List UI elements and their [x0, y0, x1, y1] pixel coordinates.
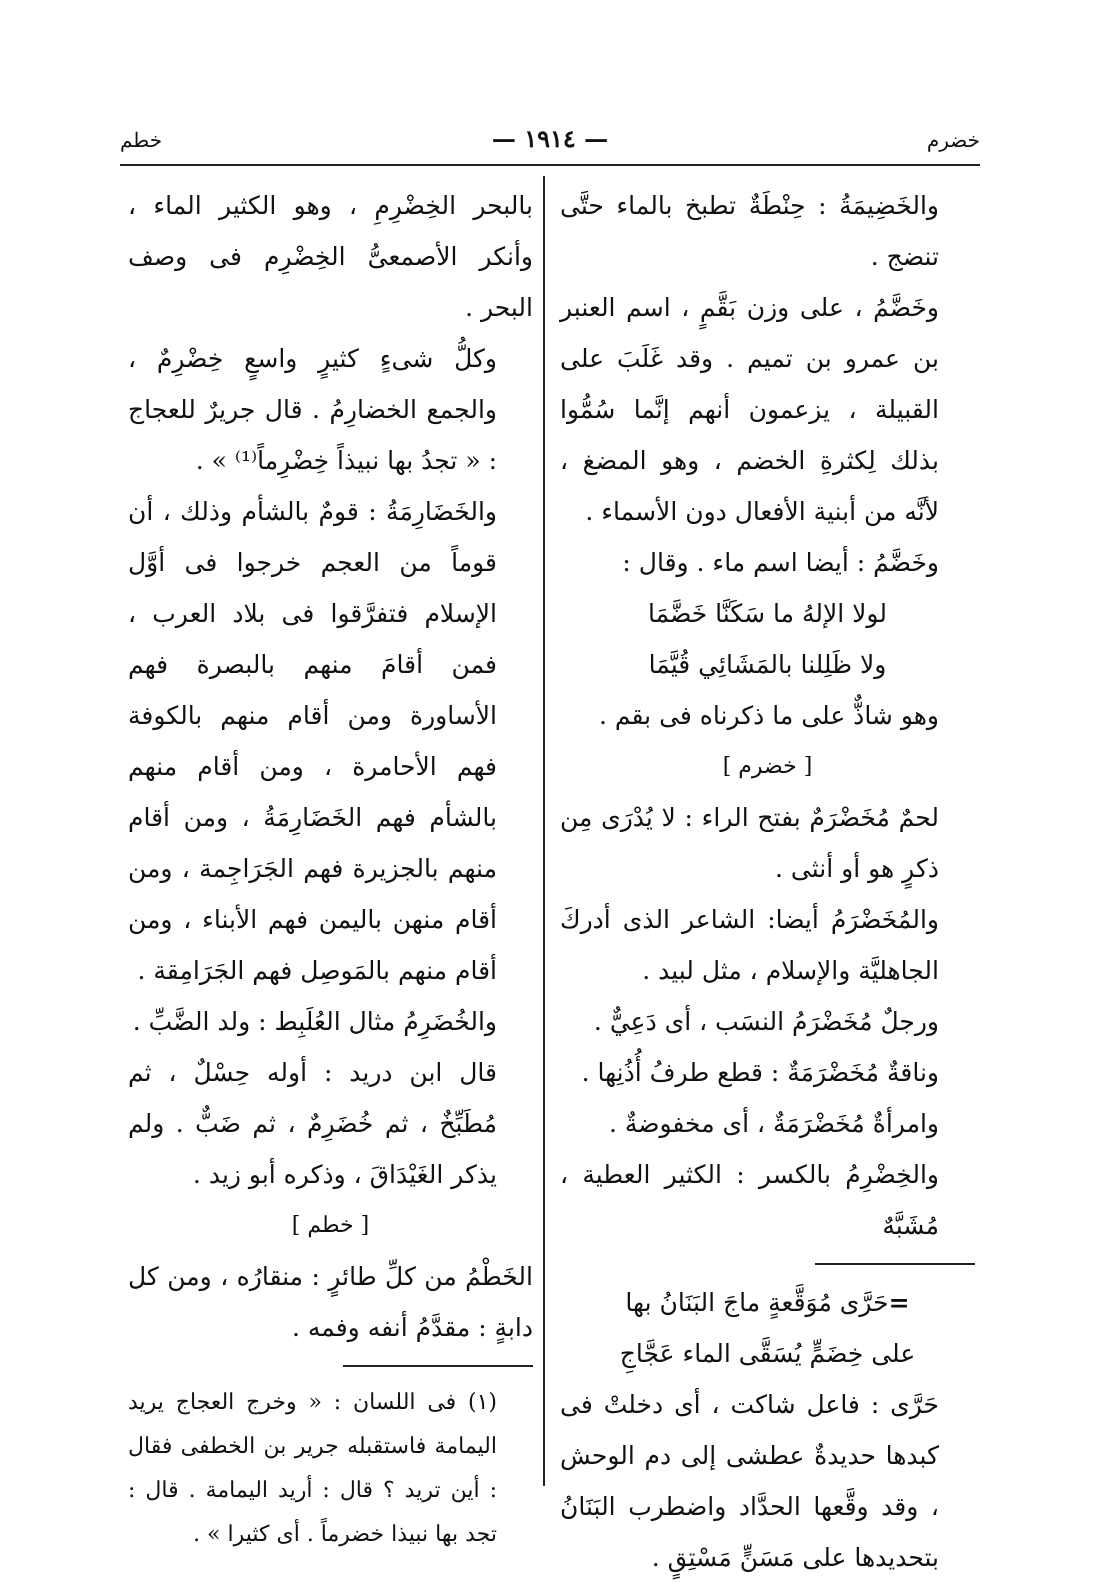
page-header [120, 120, 980, 160]
left-column [128, 180, 533, 1557]
header-root-word-right: خضرم [926, 128, 980, 152]
page-number: — ١٩١٤ — [491, 124, 609, 153]
entry-khatm: الخَطْمُ من كلِّ طائرٍ : منقارُه ، ومن كل دابةٍ : مقدَّمُ أنفه وفمه . [128, 1262, 533, 1342]
verse-line: على خِضَمٍّ يُسَقَّى الماء عَجَّاجِ [619, 1339, 916, 1368]
entry-khudarim: والخُضَرِمُ مثال العُلَبِط : ولد الضَّبِّ . [132, 1007, 497, 1036]
entry-mukhadram-poet: والمُخَضْرَمُ أيضا: الشاعر الذى أدركَ الجاهليَّة والإسلام ، مثل لبيد . [560, 905, 939, 985]
verse-line: لولا الإلهُ ما سَكَنَّا خَضَّمَا [648, 599, 887, 628]
verse-text: حَرَّى مُوَقَّعةٍ ماجَ البَنَانُ بها [625, 1288, 889, 1317]
footnote: (١) فى اللسان : « وخرج العجاج يريد اليمامة فاستقبله جرير بن الخطفى فقال : أين تريد ؟ قال : أريد اليمامة . قال : تجد بها نبيذا خضرماً . أى كثيرا » . [128, 1390, 497, 1547]
header-rule [120, 164, 980, 166]
root-heading-khatm: [ خطم ] [291, 1213, 370, 1238]
right-column [560, 180, 975, 1583]
entry-khaddam-name: وخَضَّمُ ، على وزن بَقَّمٍ ، اسم العنبر بن عمرو بن تميم . وقد غَلَبَ على القبيلة ، يزعمون أنهم إنَّما سُمُّوا بذلك لِكثرةِ الخضم ، وهو المضغ ، لأنَّه من أبنية الأفعال دون الأسماء . [560, 293, 939, 526]
entry-mukhadrama-camel: وناقةٌ مُخَضْرَمَةٌ : قطع طرفُ أُذُنِها . [581, 1058, 939, 1087]
footnote-separator [343, 1365, 533, 1367]
entry-mukhadrama-woman: وامرأةٌ مُخَضْرَمَةٌ ، أى مخفوضةٌ . [608, 1109, 939, 1138]
entry-mukhadram-lineage: ورجلٌ مُخَضْرَمُ النسَب ، أى دَعِيٌّ . [593, 1007, 939, 1036]
entry-ibn-durayd: قال ابن دريد : أوله حِسْلٌ ، ثم مُطَبِّخٌ ، ثم خُضَرِمٌ ، ثم ضَبٌّ . ولم يذكر الغَيْدَاقَ ، وذكره أبو زيد . [128, 1058, 497, 1189]
entry-khidrim: والخِضْرِمُ بالكسر : الكثير العطية ، مُشَبَّهٌ [560, 1160, 939, 1240]
verse-commentary: حَرَّى : فاعل شاكت ، أى دخلتْ فى كبدها حديدةٌ عطشى إلى دم الوحش ، وقد وقَّعها الحدَّاد واضطرب البَنَانُ بتحديدها على مَسَنٍّ مَسْتِقٍ . [560, 1390, 939, 1572]
entry-note: وهو شاذٌّ على ما ذكرناه فى بقم . [598, 701, 939, 730]
verse-line [560, 1277, 975, 1328]
entry-khadima: والخَضِيمَةُ : حِنْطَةٌ تطبخ بالماء حتَّى تنضج . [560, 191, 939, 271]
verse-line: ولا ظَلِلنا بالمَشَائِي قُيَّمَا [648, 650, 887, 679]
entry-mukhadram-meat: لحمٌ مُخَضْرَمٌ بفتح الراء : لا يُدْرَى مِن ذكرٍ هو أو أنثى . [560, 803, 939, 883]
entry-khadarima: والخَضَارِمَةُ : قومٌ بالشأم وذلك ، أن قوماً من العجم خرجوا فى أوَّل الإسلام فتفرَّقوا فى بلاد العرب ، فمن أقامَ منهم بالبصرة فهم الأساورة ومن أقام منهم بالكوفة فهم الأحامرة ، ومن أقام منهم بالشأم فهم الخَضَارِمَةُ ، ومن أقام منهم بالجزيرة فهم الجَرَاجِمة ، ومن أقام منهن باليمن فهم الأبناء ، ومن أقام منهم بالمَوصِل فهم الجَرَامِقة . [128, 497, 497, 985]
entry-khidrim-plenty: وكلُّ شىءٍ كثيرٍ واسعٍ خِضْرِمٌ ، والجمع الخضارِمُ . قال جريرٌ للعجاج : « تجدُ بها نبيذاً خِضْرِماً⁽¹⁾ » . [128, 344, 497, 475]
root-heading-khadram: [ خضرم ] [722, 754, 813, 779]
entry-khaddam-water: وخَضَّمُ : أيضا اسم ماء . وقال : [622, 548, 939, 577]
footnote-separator [815, 1263, 975, 1265]
entry-khidrim-sea: بالبحر الخِضْرِمِ ، وهو الكثير الماء ، وأنكر الأصمعىُّ الخِضْرِم فى وصف البحر . [128, 191, 533, 322]
column-divider [543, 176, 545, 1486]
continuation-marker: = [888, 1288, 910, 1317]
header-root-word-left: خطم [120, 128, 163, 152]
